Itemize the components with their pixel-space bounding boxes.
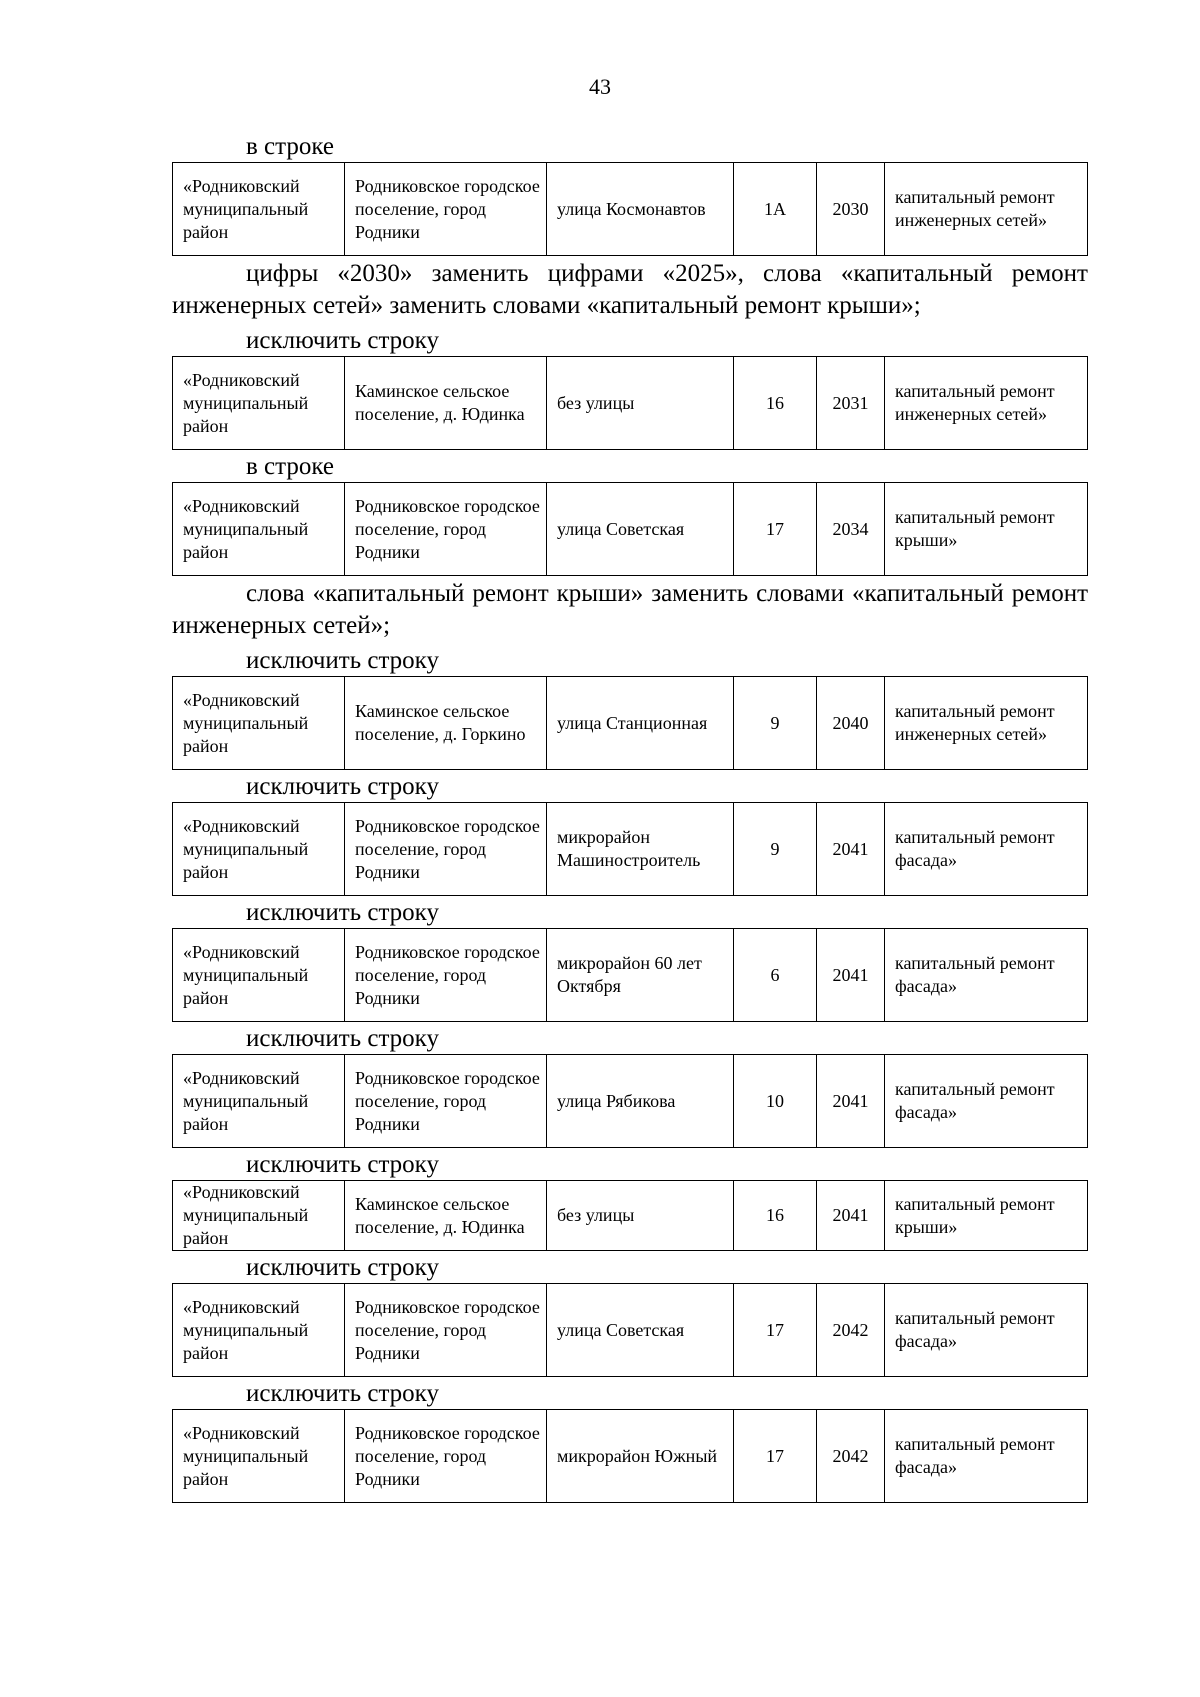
municipal-district-cell: «Родниковский муниципальный район <box>173 677 345 770</box>
house-number-cell: 16 <box>734 357 817 450</box>
work-type-cell: капитальный ремонт фасада» <box>885 1055 1088 1148</box>
house-number-cell: 17 <box>734 1410 817 1503</box>
street-cell: улица Космонавтов <box>547 163 734 256</box>
street-cell: улица Советская <box>547 483 734 576</box>
table-row <box>173 929 1088 1022</box>
house-number-cell: 17 <box>734 483 817 576</box>
work-type-cell: капитальный ремонт фасада» <box>885 803 1088 896</box>
address-table <box>172 356 1088 450</box>
instruction-line: исключить строку <box>246 1254 439 1281</box>
house-number-cell: 16 <box>734 1181 817 1251</box>
street-cell: без улицы <box>547 1181 734 1251</box>
municipal-district-cell: «Родниковский муниципальный район <box>173 1284 345 1377</box>
work-type-cell: капитальный ремонт крыши» <box>885 1181 1088 1251</box>
instruction-line: исключить строку <box>246 773 439 800</box>
instruction-line: исключить строку <box>246 1380 439 1407</box>
table-row <box>173 163 1088 256</box>
address-table <box>172 482 1088 576</box>
work-type-cell: капитальный ремонт фасада» <box>885 929 1088 1022</box>
municipal-district-cell: «Родниковский муниципальный район <box>173 929 345 1022</box>
address-table <box>172 676 1088 770</box>
street-cell: улица Советская <box>547 1284 734 1377</box>
address-table <box>172 1409 1088 1503</box>
amendment-paragraph: слова «капитальный ремонт крыши» заменить словами «капитальный ремонт инженерных сетей»; <box>172 580 1088 639</box>
street-cell: микрорайон Машиностроитель <box>547 803 734 896</box>
municipal-district-cell: «Родниковский муниципальный район <box>173 1410 345 1503</box>
table-row <box>173 677 1088 770</box>
year-cell: 2041 <box>817 803 885 896</box>
instruction-line: исключить строку <box>246 1025 439 1052</box>
instruction-line: в строке <box>246 133 335 160</box>
table-row <box>173 483 1088 576</box>
street-cell: улица Станционная <box>547 677 734 770</box>
municipal-district-cell: «Родниковский муниципальный район <box>173 483 345 576</box>
page-number: 43 <box>589 74 611 99</box>
settlement-cell: Родниковское городское поселение, город Родники <box>345 803 547 896</box>
year-cell: 2030 <box>817 163 885 256</box>
address-table <box>172 1283 1088 1377</box>
settlement-cell: Родниковское городское поселение, город Родники <box>345 1284 547 1377</box>
settlement-cell: Родниковское городское поселение, город Родники <box>345 1055 547 1148</box>
table-row <box>173 803 1088 896</box>
settlement-cell: Каминское сельское поселение, д. Горкино <box>345 677 547 770</box>
municipal-district-cell: «Родниковский муниципальный район <box>173 357 345 450</box>
work-type-cell: капитальный ремонт крыши» <box>885 483 1088 576</box>
work-type-cell: капитальный ремонт фасада» <box>885 1284 1088 1377</box>
settlement-cell: Родниковское городское поселение, город Родники <box>345 1410 547 1503</box>
settlement-cell: Каминское сельское поселение, д. Юдинка <box>345 1181 547 1251</box>
table-row <box>173 1410 1088 1503</box>
house-number-cell: 10 <box>734 1055 817 1148</box>
settlement-cell: Родниковское городское поселение, город Родники <box>345 929 547 1022</box>
document-body <box>172 130 1088 1503</box>
address-table <box>172 1180 1088 1251</box>
street-cell: без улицы <box>547 357 734 450</box>
street-cell: улица Рябикова <box>547 1055 734 1148</box>
municipal-district-cell: «Родниковский муниципальный район <box>173 803 345 896</box>
instruction-line: исключить строку <box>246 647 439 674</box>
table-row <box>173 1181 1088 1251</box>
house-number-cell: 9 <box>734 677 817 770</box>
settlement-cell: Родниковское городское поселение, город Родники <box>345 483 547 576</box>
house-number-cell: 1А <box>734 163 817 256</box>
street-cell: микрорайон 60 лет Октября <box>547 929 734 1022</box>
house-number-cell: 6 <box>734 929 817 1022</box>
address-table <box>172 1054 1088 1148</box>
instruction-line: в строке <box>246 453 335 480</box>
year-cell: 2041 <box>817 929 885 1022</box>
house-number-cell: 9 <box>734 803 817 896</box>
address-table <box>172 928 1088 1022</box>
work-type-cell: капитальный ремонт фасада» <box>885 1410 1088 1503</box>
year-cell: 2042 <box>817 1284 885 1377</box>
instruction-line: исключить строку <box>246 1151 439 1178</box>
amendment-paragraph: цифры «2030» заменить цифрами «2025», слова «капитальный ремонт инженерных сетей» заменить словами «капитальный ремонт крыши»; <box>172 260 1088 319</box>
year-cell: 2042 <box>817 1410 885 1503</box>
house-number-cell: 17 <box>734 1284 817 1377</box>
street-cell: микрорайон Южный <box>547 1410 734 1503</box>
municipal-district-cell: «Родниковский муниципальный район <box>173 1055 345 1148</box>
municipal-district-cell: «Родниковский муниципальный район <box>173 163 345 256</box>
table-row <box>173 1055 1088 1148</box>
address-table <box>172 802 1088 896</box>
year-cell: 2031 <box>817 357 885 450</box>
work-type-cell: капитальный ремонт инженерных сетей» <box>885 677 1088 770</box>
instruction-line: исключить строку <box>246 899 439 926</box>
year-cell: 2041 <box>817 1055 885 1148</box>
year-cell: 2041 <box>817 1181 885 1251</box>
year-cell: 2040 <box>817 677 885 770</box>
work-type-cell: капитальный ремонт инженерных сетей» <box>885 163 1088 256</box>
settlement-cell: Родниковское городское поселение, город Родники <box>345 163 547 256</box>
table-row <box>173 357 1088 450</box>
settlement-cell: Каминское сельское поселение, д. Юдинка <box>345 357 547 450</box>
year-cell: 2034 <box>817 483 885 576</box>
address-table <box>172 162 1088 256</box>
municipal-district-cell: «Родниковский муниципальный район <box>173 1181 345 1251</box>
instruction-line: исключить строку <box>246 327 439 354</box>
work-type-cell: капитальный ремонт инженерных сетей» <box>885 357 1088 450</box>
table-row <box>173 1284 1088 1377</box>
